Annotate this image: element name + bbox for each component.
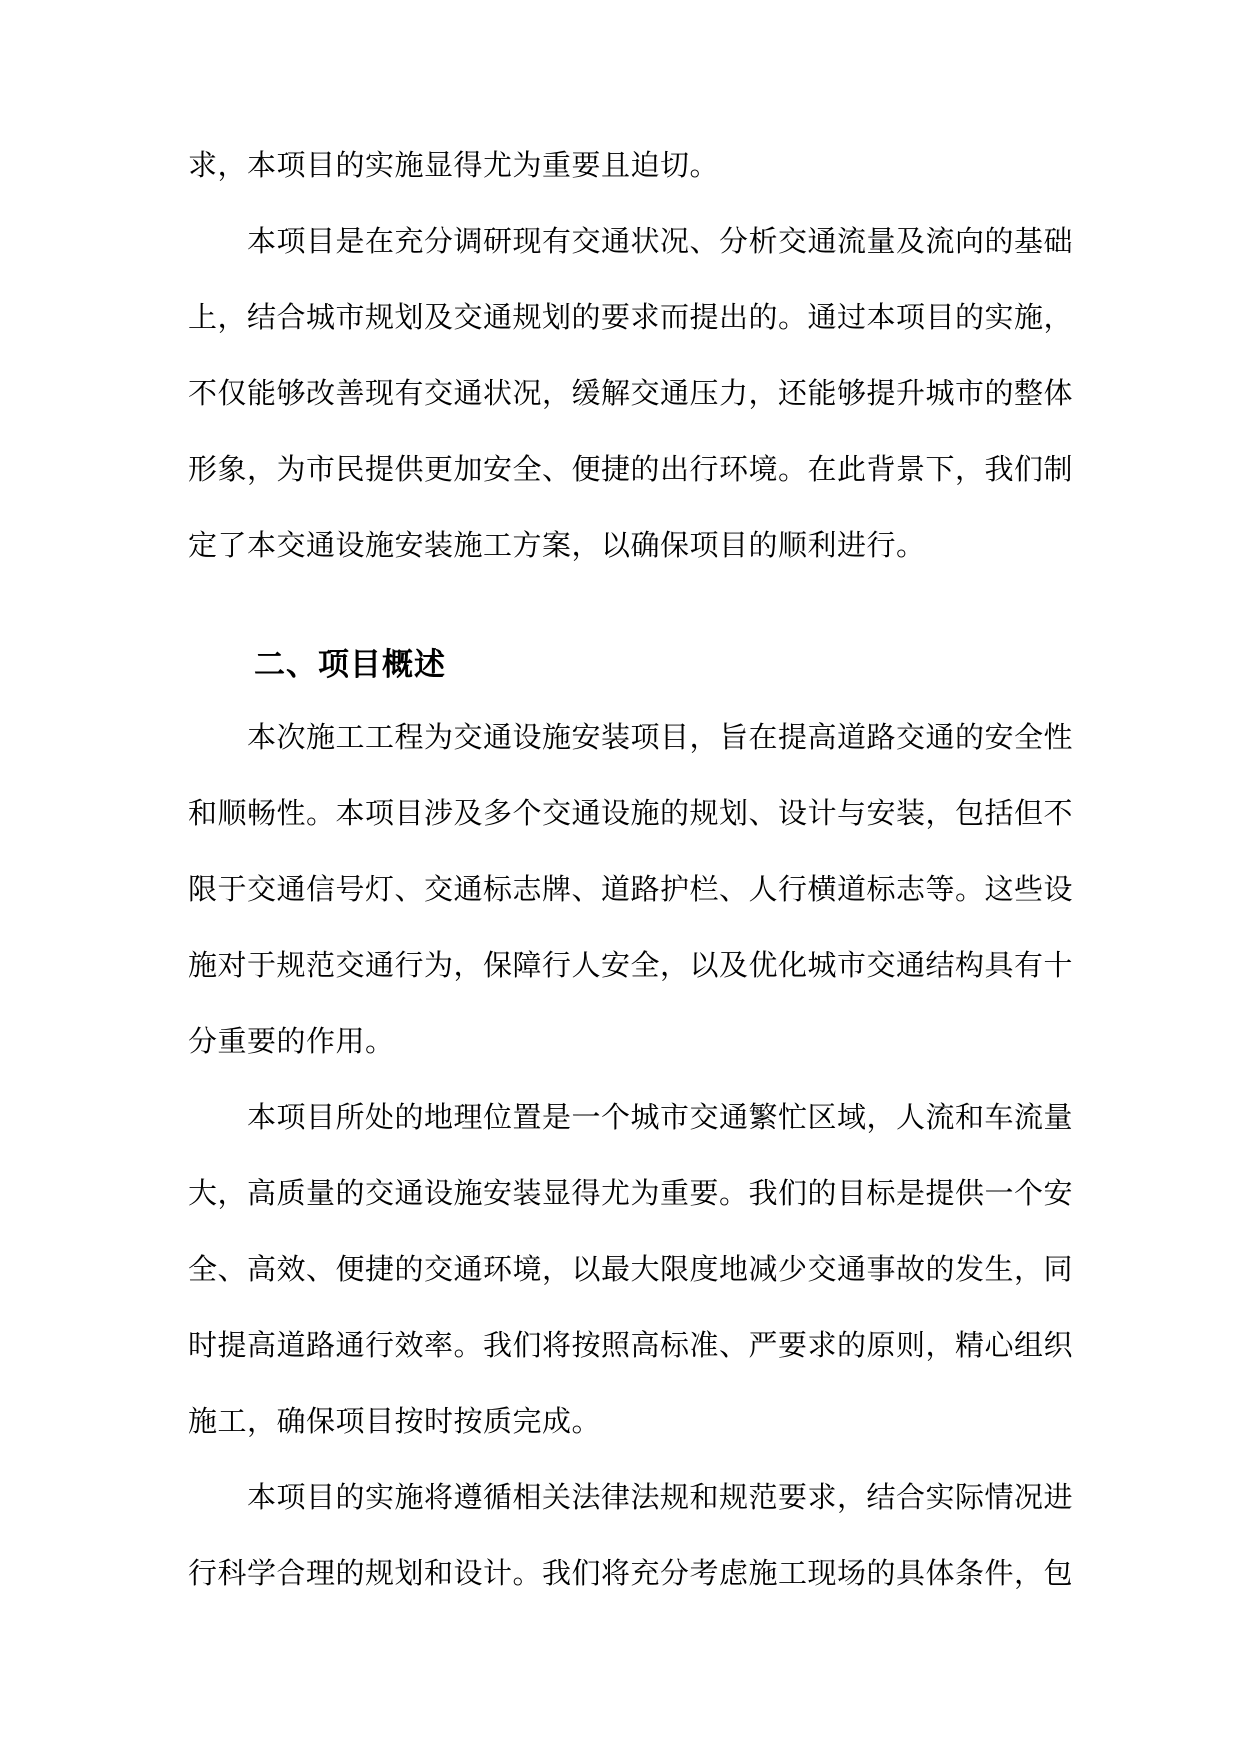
paragraph-line: 求，本项目的实施显得尤为重要且迫切。 bbox=[188, 148, 720, 182]
paragraph-line: 分重要的作用。 bbox=[188, 1024, 395, 1058]
paragraph-line: 本项目是在充分调研现有交通状况、分析交通流量及流向的基础 bbox=[247, 224, 1074, 258]
paragraph-line: 全、高效、便捷的交通环境，以最大限度地减少交通事故的发生，同 bbox=[188, 1252, 1074, 1286]
paragraph-line: 施工，确保项目按时按质完成。 bbox=[188, 1404, 602, 1438]
paragraph-line: 定了本交通设施安装施工方案，以确保项目的顺利进行。 bbox=[188, 528, 926, 562]
paragraph-line: 施对于规范交通行为，保障行人安全，以及优化城市交通结构具有十 bbox=[188, 948, 1074, 982]
paragraph-line: 时提高道路通行效率。我们将按照高标准、严要求的原则，精心组织 bbox=[188, 1328, 1074, 1362]
paragraph-line: 本项目所处的地理位置是一个城市交通繁忙区域，人流和车流量 bbox=[247, 1100, 1074, 1134]
paragraph-line: 限于交通信号灯、交通标志牌、道路护栏、人行横道标志等。这些设 bbox=[188, 872, 1074, 906]
paragraph-line: 和顺畅性。本项目涉及多个交通设施的规划、设计与安装，包括但不 bbox=[188, 796, 1074, 830]
paragraph-line: 大，高质量的交通设施安装显得尤为重要。我们的目标是提供一个安 bbox=[188, 1176, 1074, 1210]
paragraph-line: 上，结合城市规划及交通规划的要求而提出的。通过本项目的实施， bbox=[188, 300, 1074, 334]
paragraph-line: 行科学合理的规划和设计。我们将充分考虑施工现场的具体条件，包 bbox=[188, 1556, 1074, 1590]
section-heading: 二、项目概述 bbox=[254, 647, 446, 683]
paragraph-line: 本次施工工程为交通设施安装项目，旨在提高道路交通的安全性 bbox=[247, 720, 1074, 754]
paragraph-line: 形象，为市民提供更加安全、便捷的出行环境。在此背景下，我们制 bbox=[188, 452, 1074, 486]
paragraph-line: 不仅能够改善现有交通状况，缓解交通压力，还能够提升城市的整体 bbox=[188, 376, 1074, 410]
paragraph-line: 本项目的实施将遵循相关法律法规和规范要求，结合实际情况进 bbox=[247, 1480, 1074, 1514]
document-body bbox=[188, 145, 1074, 1629]
